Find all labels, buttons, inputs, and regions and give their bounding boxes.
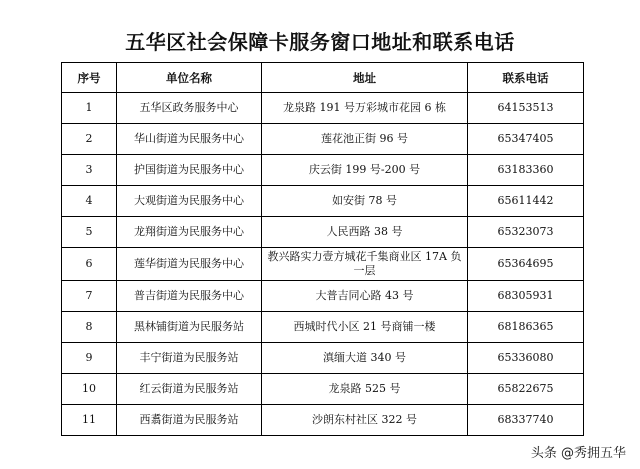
unit-name-cell: 五华区政务服务中心 (117, 93, 262, 124)
phone-cell: 68305931 (468, 281, 584, 312)
phone-cell: 63183360 (468, 155, 584, 186)
table-row (62, 186, 584, 217)
table-row (62, 248, 584, 281)
address-cell: 西城时代小区 21 号商铺一楼 (262, 312, 468, 343)
phone-cell: 65364695 (468, 248, 584, 281)
row-index-cell: 2 (62, 124, 117, 155)
column-header-index: 序号 (62, 63, 117, 93)
phone-cell: 68186365 (468, 312, 584, 343)
unit-name-cell: 普吉街道为民服务中心 (117, 281, 262, 312)
phone-cell: 65323073 (468, 217, 584, 248)
table-row (62, 312, 584, 343)
row-index-cell: 9 (62, 343, 117, 374)
row-index-cell: 5 (62, 217, 117, 248)
unit-name-cell: 华山街道为民服务中心 (117, 124, 262, 155)
row-index-cell: 1 (62, 93, 117, 124)
phone-cell: 65336080 (468, 343, 584, 374)
phone-cell: 68337740 (468, 405, 584, 436)
row-index-cell: 6 (62, 248, 117, 281)
address-cell: 如安街 78 号 (262, 186, 468, 217)
unit-name-cell: 红云街道为民服务站 (117, 374, 262, 405)
row-index-cell: 8 (62, 312, 117, 343)
table-row (62, 155, 584, 186)
unit-name-cell: 丰宁街道为民服务站 (117, 343, 262, 374)
unit-name-cell: 大观街道为民服务中心 (117, 186, 262, 217)
address-cell: 沙朗东村社区 322 号 (262, 405, 468, 436)
table-header-row (62, 63, 584, 93)
address-cell: 龙泉路 525 号 (262, 374, 468, 405)
unit-name-cell: 龙翔街道为民服务中心 (117, 217, 262, 248)
phone-cell: 64153513 (468, 93, 584, 124)
page-title: 五华区社会保障卡服务窗口地址和联系电话 (125, 30, 515, 54)
table-row (62, 217, 584, 248)
column-header-phone: 联系电话 (468, 63, 584, 93)
service-window-table (61, 62, 584, 436)
row-index-cell: 11 (62, 405, 117, 436)
row-index-cell: 4 (62, 186, 117, 217)
table-row (62, 405, 584, 436)
row-index-cell: 7 (62, 281, 117, 312)
source-watermark: 头条 @秀拥五华 (530, 446, 626, 461)
table-row (62, 374, 584, 405)
unit-name-cell: 黑林铺街道为民服务站 (117, 312, 262, 343)
address-cell: 龙泉路 191 号万彩城市花园 6 栋 (262, 93, 468, 124)
row-index-cell: 3 (62, 155, 117, 186)
phone-cell: 65347405 (468, 124, 584, 155)
table-row (62, 93, 584, 124)
address-cell: 人民西路 38 号 (262, 217, 468, 248)
table-row (62, 124, 584, 155)
unit-name-cell: 护国街道为民服务中心 (117, 155, 262, 186)
phone-cell: 65822675 (468, 374, 584, 405)
column-header-address: 地址 (262, 63, 468, 93)
address-cell: 教兴路实力壹方城花千集商业区 17A 负一层 (262, 248, 468, 281)
row-index-cell: 10 (62, 374, 117, 405)
address-cell: 莲花池正街 96 号 (262, 124, 468, 155)
unit-name-cell: 西翥街道为民服务站 (117, 405, 262, 436)
column-header-unit-name: 单位名称 (117, 63, 262, 93)
address-cell: 大普吉同心路 43 号 (262, 281, 468, 312)
table-row (62, 281, 584, 312)
unit-name-cell: 莲华街道为民服务中心 (117, 248, 262, 281)
table-row (62, 343, 584, 374)
address-cell: 滇缅大道 340 号 (262, 343, 468, 374)
address-cell: 庆云街 199 号-200 号 (262, 155, 468, 186)
phone-cell: 65611442 (468, 186, 584, 217)
